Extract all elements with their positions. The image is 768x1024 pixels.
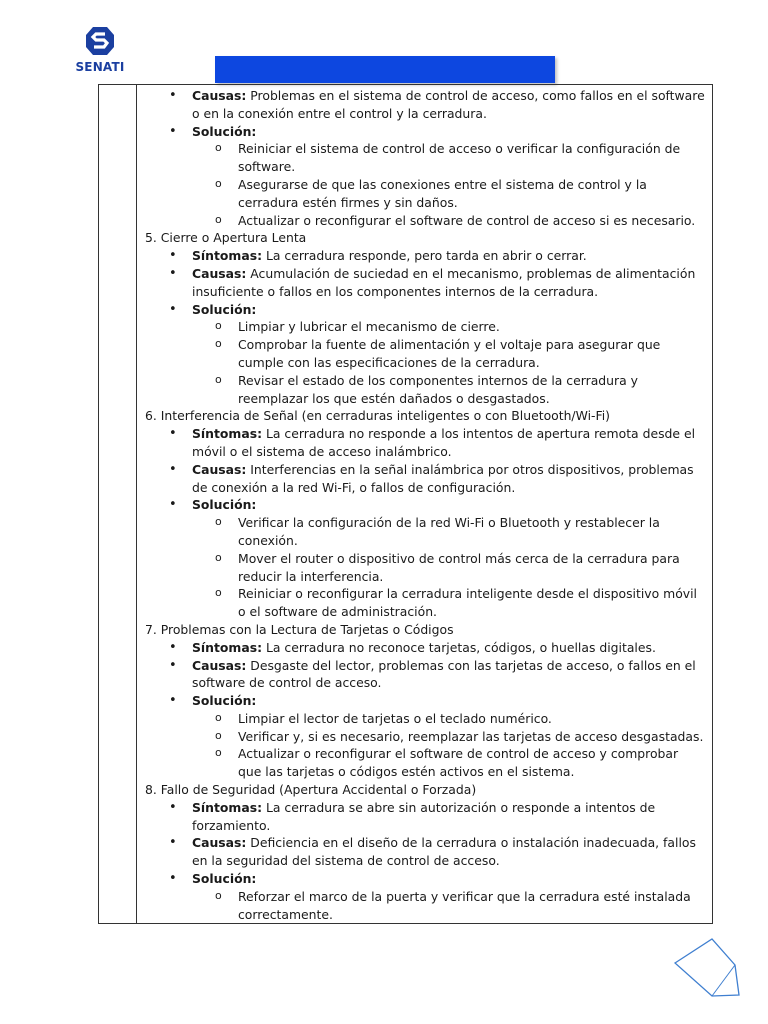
- sub-bullet-continuation: [145, 158, 707, 176]
- bullet-continuation: [145, 817, 707, 835]
- item-text: forzamiento.: [192, 817, 271, 833]
- section-heading: [145, 621, 707, 639]
- bullet-continuation: [145, 283, 707, 301]
- sub-bullet-item: [145, 372, 707, 390]
- item-text: cerradura estén firmes y sin daños.: [238, 194, 458, 210]
- item-text: Reforzar el marco de la puerta y verificar que la cerradura esté instalada: [238, 888, 691, 904]
- sub-bullet-item: [145, 140, 707, 158]
- bullet-item: [145, 123, 707, 141]
- item-text: que las tarjetas o códigos estén activos en el sistema.: [238, 764, 575, 780]
- bullet-item: [145, 265, 707, 283]
- sub-bullet-item: [145, 212, 707, 230]
- item-label: Causas:: [192, 835, 247, 851]
- item-label: Solución:: [192, 871, 257, 887]
- item-text: cumple con las especificaciones de la cerradura.: [238, 354, 540, 370]
- item-text: de conexión a la red Wi-Fi, o fallos de configuración.: [192, 479, 516, 495]
- sub-bullet-item: [145, 550, 707, 568]
- bullet-continuation: [145, 443, 707, 461]
- item-text: Problemas en el sistema de control de acceso, como fallos en el software: [246, 88, 705, 103]
- item-text: La cerradura no reconoce tarjetas, códigos, o huellas digitales.: [262, 639, 656, 655]
- item-label: Síntomas:: [192, 799, 263, 815]
- item-label: Solución:: [192, 693, 257, 709]
- item-text: reemplazar los que estén dañados o desgastados.: [238, 390, 550, 406]
- item-label: Solución:: [192, 301, 257, 317]
- item-text: software de control de acceso.: [192, 675, 382, 691]
- senati-logo-icon: [85, 26, 115, 56]
- item-text: conexión.: [238, 532, 298, 548]
- item-label: Causas:: [192, 461, 247, 477]
- item-text: en la seguridad del sistema de control de acceso.: [192, 853, 500, 869]
- item-label: Síntomas:: [192, 248, 263, 264]
- item-text: software.: [238, 159, 296, 175]
- item-text: o el software de administración.: [238, 604, 437, 620]
- bullet-continuation: [145, 674, 707, 692]
- document-body: [145, 87, 707, 923]
- sub-bullet-continuation: [145, 354, 707, 372]
- item-text: o en la conexión entre el control y la cerradura.: [192, 105, 487, 121]
- section-heading: [145, 229, 707, 247]
- item-label: Solución:: [192, 123, 257, 139]
- item-text: Verificar y, si es necesario, reemplazar las tarjetas de acceso desgastadas.: [238, 728, 704, 744]
- item-text: Revisar el estado de los componentes internos de la cerradura y: [238, 372, 638, 388]
- item-text: Mover el router o dispositivo de control más cerca de la cerradura para: [238, 550, 680, 566]
- item-text: 5. Cierre o Apertura Lenta: [145, 230, 307, 246]
- bullet-item: [145, 692, 707, 710]
- bullet-item: [145, 425, 707, 443]
- sub-bullet-continuation: [145, 532, 707, 550]
- item-text: Reiniciar o reconfigurar la cerradura inteligente desde el dispositivo móvil: [238, 586, 697, 602]
- bullet-continuation: [145, 852, 707, 870]
- item-text: Verificar la configuración de la red Wi-Fi o Bluetooth y restablecer la: [238, 515, 660, 531]
- item-text: Actualizar o reconfigurar el software de control de acceso y comprobar: [238, 746, 679, 762]
- item-text: Comprobar la fuente de alimentación y el voltaje para asegurar que: [238, 337, 661, 353]
- bullet-item: [145, 870, 707, 888]
- item-text: Interferencias en la señal inalámbrica por otros dispositivos, problemas: [246, 461, 694, 477]
- sub-bullet-continuation: [145, 906, 707, 924]
- sub-bullet-continuation: [145, 194, 707, 212]
- sub-bullet-continuation: [145, 390, 707, 408]
- item-text: 6. Interferencia de Señal (en cerraduras inteligentes o con Bluetooth/Wi-Fi): [145, 408, 611, 424]
- bullet-item: [145, 657, 707, 675]
- sub-bullet-continuation: [145, 568, 707, 586]
- sub-bullet-item: [145, 888, 707, 906]
- bullet-item: [145, 301, 707, 319]
- sub-bullet-item: [145, 514, 707, 532]
- item-text: Desgaste del lector, problemas con las tarjetas de acceso, o fallos en el: [246, 657, 696, 673]
- bullet-item: [145, 247, 707, 265]
- item-text: Acumulación de suciedad en el mecanismo, problemas de alimentación: [246, 265, 696, 281]
- sub-bullet-item: [145, 585, 707, 603]
- bullet-item: [145, 834, 707, 852]
- logo-text: SENATI: [75, 60, 125, 74]
- content-table: [98, 84, 713, 924]
- page-corner-icon: [672, 935, 742, 1000]
- item-text: La cerradura responde, pero tarda en abrir o cerrar.: [262, 248, 587, 264]
- bullet-continuation: [145, 105, 707, 123]
- sub-bullet-continuation: [145, 603, 707, 621]
- item-label: Síntomas:: [192, 426, 263, 442]
- item-text: 8. Fallo de Seguridad (Apertura Accidental o Forzada): [145, 782, 477, 798]
- sub-bullet-item: [145, 176, 707, 194]
- item-text: La cerradura no responde a los intentos de apertura remota desde el: [262, 426, 696, 442]
- item-label: Causas:: [192, 88, 247, 103]
- item-text: reducir la interferencia.: [238, 568, 384, 584]
- item-text: Limpiar y lubricar el mecanismo de cierre.: [238, 319, 500, 335]
- item-label: Causas:: [192, 265, 247, 281]
- senati-logo: [72, 26, 128, 76]
- bullet-continuation: [145, 479, 707, 497]
- item-text: móvil o el sistema de acceso inalámbrico.: [192, 443, 452, 459]
- item-label: Solución:: [192, 497, 257, 513]
- sub-bullet-item: [145, 728, 707, 746]
- bullet-item: [145, 639, 707, 657]
- sub-bullet-item: [145, 745, 707, 763]
- bullet-item: [145, 496, 707, 514]
- item-label: Síntomas:: [192, 639, 263, 655]
- item-text: Limpiar el lector de tarjetas o el teclado numérico.: [238, 710, 552, 726]
- item-text: Asegurarse de que las conexiones entre el sistema de control y la: [238, 176, 647, 192]
- column-divider: [136, 85, 137, 923]
- sub-bullet-item: [145, 336, 707, 354]
- item-text: 7. Problemas con la Lectura de Tarjetas o Códigos: [145, 621, 454, 637]
- item-text: insuficiente o fallos en los componentes internos de la cerradura.: [192, 283, 599, 299]
- bullet-item: [145, 87, 707, 105]
- sub-bullet-item: [145, 710, 707, 728]
- item-label: Causas:: [192, 657, 247, 673]
- bullet-item: [145, 461, 707, 479]
- item-text: Reiniciar el sistema de control de acceso o verificar la configuración de: [238, 141, 681, 157]
- section-heading: [145, 781, 707, 799]
- bullet-item: [145, 799, 707, 817]
- sub-bullet-continuation: [145, 763, 707, 781]
- item-text: Deficiencia en el diseño de la cerradura o instalación inadecuada, fallos: [246, 835, 696, 851]
- section-heading: [145, 407, 707, 425]
- item-text: correctamente.: [238, 906, 333, 922]
- item-text: La cerradura se abre sin autorización o responde a intentos de: [262, 799, 656, 815]
- header-bar: [215, 56, 555, 83]
- item-text: Actualizar o reconfigurar el software de control de acceso si es necesario.: [238, 212, 696, 228]
- sub-bullet-item: [145, 318, 707, 336]
